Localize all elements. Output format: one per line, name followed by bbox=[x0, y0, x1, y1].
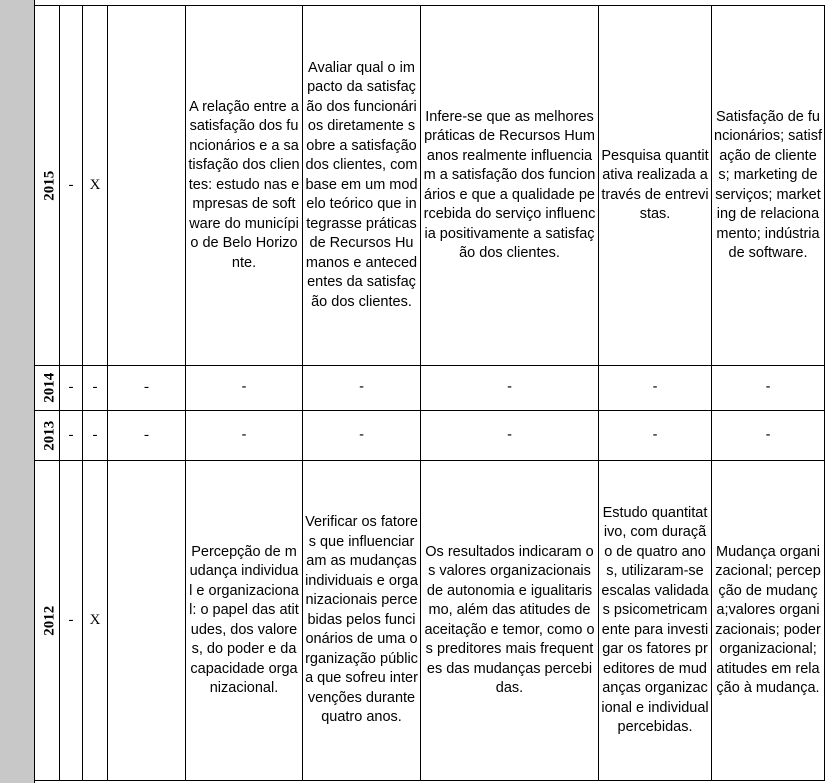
col2-cell: - bbox=[60, 461, 83, 781]
authors-cell bbox=[108, 6, 186, 366]
col3-cell: X bbox=[83, 461, 108, 781]
left-margin-band bbox=[0, 0, 35, 783]
results-cell: - bbox=[421, 366, 599, 411]
objective-cell: - bbox=[303, 366, 421, 411]
col3-cell: - bbox=[83, 411, 108, 461]
keywords-cell: Satisfação de funcionários; satisfação de clientes; marketing de serviços; marketing de relacionamento; indústria de software. bbox=[712, 6, 825, 366]
year-label: 2015 bbox=[41, 170, 58, 201]
col2-cell: - bbox=[60, 366, 83, 411]
title-cell: Percepção de mudança individual e organizacional: o papel das atitudes, dos valores, do poder e da capacidade organizacional. bbox=[186, 461, 303, 781]
method-cell: - bbox=[599, 366, 712, 411]
method-cell: Estudo quantitativo, com duração de quatro anos, utilizaram-se escalas validadas psicometricamente para investigar os fatores preditores de mudanças organizacional e individual percebidas. bbox=[599, 461, 712, 781]
objective-cell: - bbox=[303, 411, 421, 461]
table-row bbox=[35, 366, 825, 411]
year-cell bbox=[35, 411, 60, 461]
table-row bbox=[35, 6, 825, 366]
year-cell bbox=[35, 366, 60, 411]
title-cell: A relação entre a satisfação dos funcionários e a satisfação dos clientes: estudo nas empresas de software do município de Belo Horizonte. bbox=[186, 6, 303, 366]
method-cell: - bbox=[599, 411, 712, 461]
author-name: Marcos bbox=[182, 158, 186, 204]
results-cell: Os resultados indicaram os valores organizacionais de autonomia e igualitarismo, além das atitudes de aceitação e temor, como os preditores mais frequentes das mudanças percebidas. bbox=[421, 461, 599, 781]
results-cell: - bbox=[421, 411, 599, 461]
col2-cell: - bbox=[60, 411, 83, 461]
authors-list bbox=[182, 75, 186, 295]
year-label: 2013 bbox=[41, 420, 58, 451]
title-cell: - bbox=[186, 366, 303, 411]
year-cell bbox=[35, 461, 60, 781]
col3-cell: X bbox=[83, 6, 108, 366]
keywords-cell: Mudança organizacional; percepção de mudança;valores organizacionais; poder organizacional; atitudes em relação à mudança. bbox=[712, 461, 825, 781]
authors-cell: - bbox=[108, 411, 186, 461]
table-row bbox=[35, 461, 825, 781]
year-cell bbox=[35, 6, 60, 366]
title-cell: - bbox=[186, 411, 303, 461]
year-label: 2014 bbox=[41, 373, 58, 403]
objective-cell: Avaliar qual o impacto da satisfação dos funcionários diretamente sobre a satisfação dos clientes, com base em um modelo teórico que integrasse práticas de Recursos Humanos e antecedentes da satisfação dos clientes. bbox=[303, 6, 421, 366]
year-label: 2012 bbox=[41, 605, 58, 636]
literature-review-table bbox=[34, 5, 825, 781]
keywords-cell: - bbox=[712, 411, 825, 461]
keywords-cell: - bbox=[712, 366, 825, 411]
objective-cell: Verificar os fatores que influenciaram as mudanças individuais e organizacionais percebidas pelos funcionários de uma organização pública que sofreu intervenções durante quatro anos. bbox=[303, 461, 421, 781]
authors-cell bbox=[108, 461, 186, 781]
authors-cell: - bbox=[108, 366, 186, 411]
results-cell: Infere-se que as melhores práticas de Recursos Humanos realmente influenciam a satisfação dos funcionários e que a qualidade percebida do serviço influencia positivamente a satisfação dos clientes. bbox=[421, 6, 599, 366]
col2-cell: - bbox=[60, 6, 83, 366]
table-row bbox=[35, 411, 825, 461]
method-cell: Pesquisa quantitativa realizada através de entrevistas. bbox=[599, 6, 712, 366]
col3-cell: - bbox=[83, 366, 108, 411]
